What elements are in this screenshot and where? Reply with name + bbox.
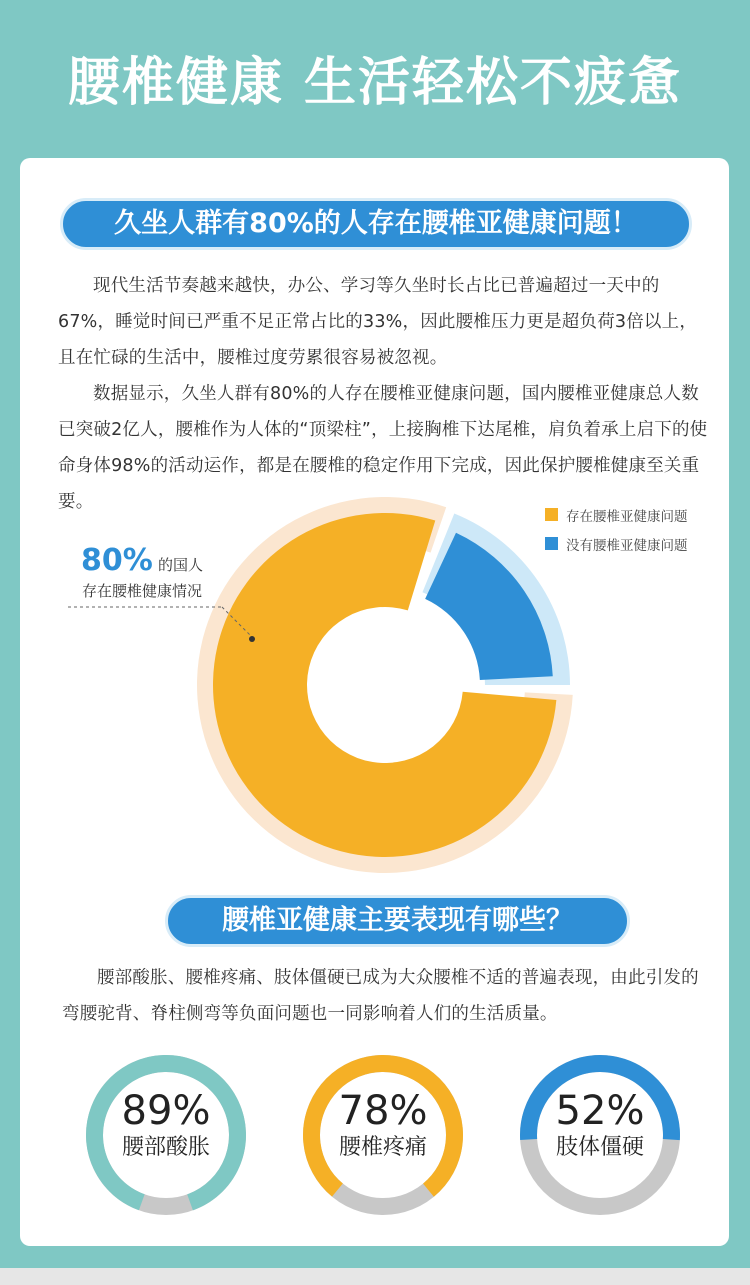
- paragraph-text: 数据显示，久坐人群有80%的人存在腰椎亚健康问题，国内腰椎亚健康总人数已突破2亿人，腰椎作为人体的“顶梁柱”，上接胸椎下达尾椎，肩负着承上启下的使命身体98%的活动运作，都是在腰椎的稳定作用下完成，因此保护腰椎健康至关重要。: [58, 384, 708, 512]
- bottom-strip: [0, 1268, 750, 1285]
- ring-label-1: [71, 1088, 261, 1162]
- ring-percent: 78%: [338, 1088, 428, 1134]
- legend-label: 存在腰椎亚健康问题: [566, 508, 688, 525]
- callout-suffix: 的国人: [157, 556, 203, 574]
- ring-name: 腰部酸胀: [121, 1135, 210, 1160]
- donut-chart: [195, 495, 575, 875]
- section2-heading-pill: 腰椎亚健康主要表现有哪些？: [165, 895, 630, 947]
- page-title: 腰椎健康 生活轻松不疲惫: [67, 53, 683, 113]
- paragraph-text: 腰部酸胀、腰椎疼痛、肢体僵硬已成为大众腰椎不适的普遍表现，由此引发的弯腰驼背、脊柱侧弯等负面问题也一同影响着人们的生活质量。: [62, 968, 699, 1024]
- paragraph-text: 现代生活节奏越来越快，办公、学习等久坐时长占比已普遍超过一天中的67%，睡觉时间已严重不足正常占比的33%，因此腰椎压力更是超负荷3倍以上，且在忙碌的生活中，腰椎过度劳累很容易被忽视。: [58, 276, 698, 368]
- section2-paragraph: [62, 960, 702, 1032]
- ring-percent: 89%: [121, 1088, 211, 1134]
- callout-line2: 存在腰椎健康情况: [81, 582, 202, 600]
- ring-name: 肢体僵硬: [555, 1135, 644, 1160]
- ring-name: 腰椎疼痛: [338, 1135, 427, 1160]
- section1-heading-pill: 久坐人群有80%的人存在腰椎亚健康问题！: [60, 198, 692, 250]
- ring-percent: 52%: [555, 1088, 645, 1134]
- callout-percent: 80%: [81, 543, 153, 578]
- ring-label-2: [288, 1088, 478, 1162]
- donut-callout: [62, 543, 222, 601]
- ring-label-3: [505, 1088, 695, 1162]
- section1-paragraph-1: [58, 268, 708, 376]
- legend-label: 没有腰椎亚健康问题: [566, 537, 688, 554]
